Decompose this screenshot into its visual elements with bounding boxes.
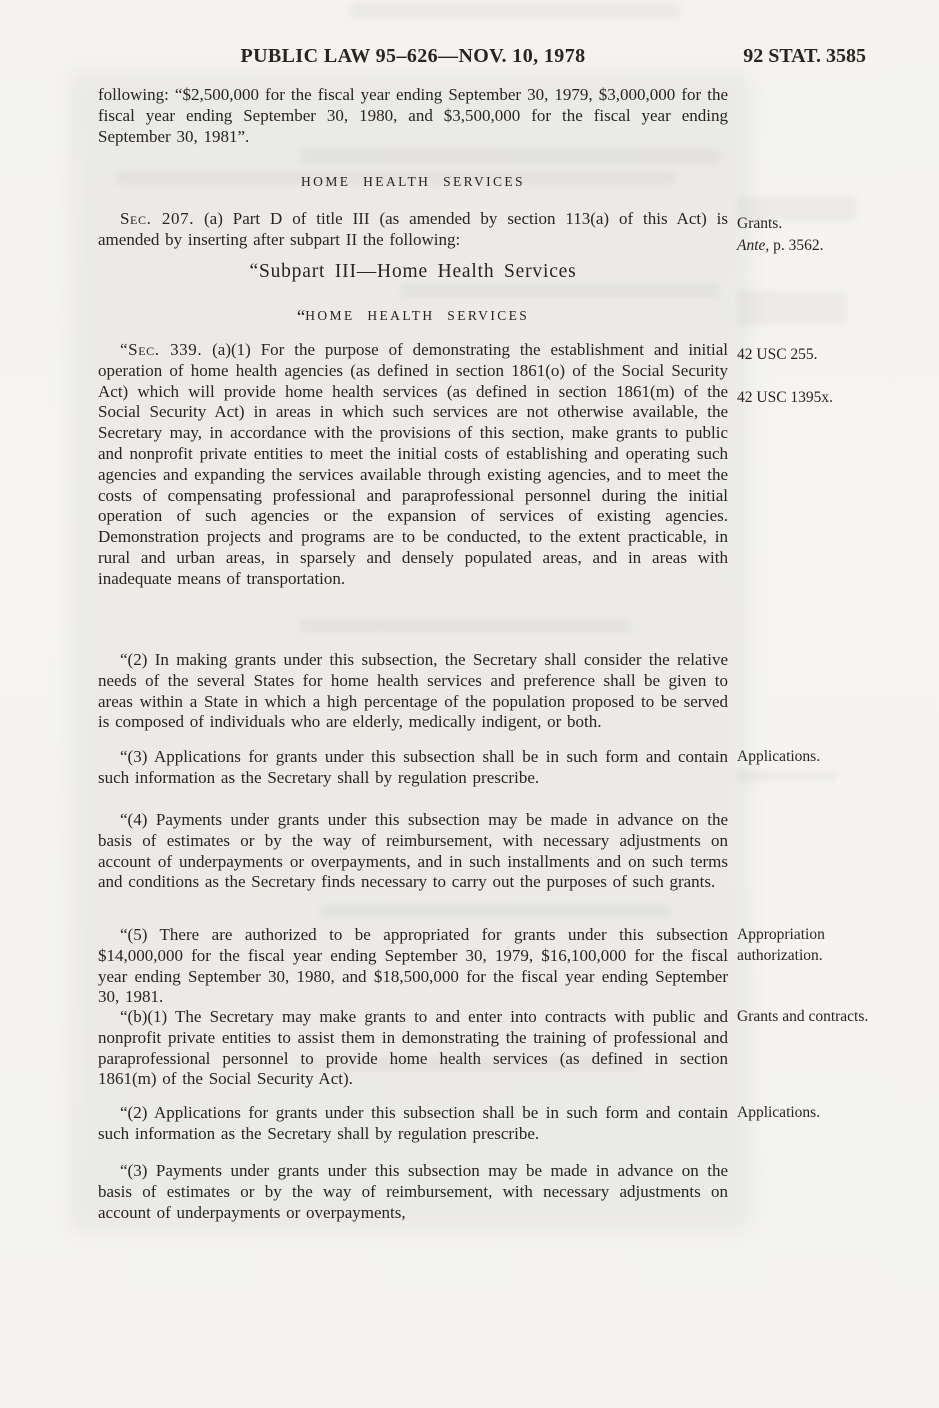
sec-207-paragraph: [98, 209, 728, 251]
sec-339-paragraph: [98, 340, 728, 590]
margin-note-appropriation-authorization: Appropriation authorization.: [737, 926, 825, 964]
paragraph-b3: “(3) Payments under grants under this subsection may be made in advance on the basis of estimates or by the way of reimbursement, with necessary adjustments on account of underpayments or overpayments,: [98, 1161, 728, 1222]
bleedthrough-smudge: [737, 290, 847, 326]
continuation-paragraph: following: “$2,500,000 for the fiscal year ending September 30, 1979, $3,000,000 for the fiscal year ending September 30, 1980, and $3,500,000 for the fiscal year ending September 30, 1981”.: [98, 85, 728, 146]
margin-note-ante-italic: Ante,: [737, 237, 770, 254]
bleedthrough-smudge: [400, 284, 720, 297]
paragraph-a3: “(3) Applications for grants under this subsection shall be in such form and contain such information as the Secretary shall by regulation prescribe.: [98, 747, 728, 787]
margin-note-grants: Grants.: [737, 215, 783, 232]
sec-339-label: “Sec. 339.: [120, 340, 203, 359]
bleedthrough-smudge: [320, 905, 670, 917]
quoted-home-health-services-heading: [98, 307, 728, 329]
margin-note-ante-p-3562: [737, 236, 889, 257]
margin-note-applications-2: Applications.: [737, 1104, 821, 1121]
quoted-heading-text: HOME HEALTH SERVICES: [305, 308, 530, 323]
page-header-stat-number: 92 STAT. 3585: [743, 45, 866, 67]
subpart-iii-heading: “Subpart III—Home Health Services: [249, 261, 577, 282]
paragraph-a4: “(4) Payments under grants under this subsection may be made in advance on the basis of estimates or by the way of reimbursement, with necessary adjustments on account of underpayments or overpayments, and in such installments and on such terms and conditions as the Secretary finds necessary to carry out the purposes of such grants.: [98, 810, 728, 892]
bleedthrough-smudge: [737, 770, 837, 782]
sec-207-label: Sec. 207.: [120, 209, 195, 228]
page-header-law-title: PUBLIC LAW 95–626—NOV. 10, 1978: [240, 45, 586, 67]
margin-note-applications-1: Applications.: [737, 748, 821, 765]
bleedthrough-smudge: [300, 150, 720, 163]
sec-207-text: (a) Part D of title III (as amended by section 113(a) of this Act) is amended by inserting after subpart II the following:: [98, 209, 728, 249]
margin-note-ante-rest: p. 3562.: [769, 237, 824, 254]
paragraph-a5: “(5) There are authorized to be appropriated for grants under this subsection $14,000,000 for the fiscal year ending September 30, 1979, $16,100,000 for the fiscal year ending September 30, 1980, and $18,500,000 for the fiscal year ending September 30, 1981.: [98, 925, 728, 1007]
opening-quote: “: [296, 307, 306, 328]
home-health-services-heading: HOME HEALTH SERVICES: [301, 174, 525, 189]
margin-note-grants-and-contracts: Grants and contracts.: [737, 1008, 869, 1025]
paragraph-a2: “(2) In making grants under this subsection, the Secretary shall consider the relative needs of the several States for home health services and preference shall be given to areas within a State in which a high percentage of the population proposed to be served is composed of individuals who are elderly, medically indigent, or both.: [98, 650, 728, 732]
sec-339-text: (a)(1) For the purpose of demonstrating the establishment and initial operation of home health agencies (as defined in section 1861(o) of the Social Security Act) which will provide home health services (as defined in section 1861(m) of the Social Security Act) in areas in which such services are not otherwise available, the Secretary may, in accordance with the provisions of this section, make grants to public and nonprofit private entities to meet the initial costs of establishing and operating such agencies and expanding the services available through existing agencies, and to meet the costs of compensating professional and paraprofessional personnel during the initial operation of such agencies or the expansion of services of existing agencies. Demonstration projects and programs are to be conducted, to the extent practicable, in rural and urban areas, in sparsely and densely populated areas, and in areas with inadequate means of transportation.: [98, 340, 728, 588]
bleedthrough-smudge: [350, 2, 680, 18]
paragraph-b2: “(2) Applications for grants under this subsection shall be in such form and contain such information as the Secretary shall by regulation prescribe.: [98, 1103, 728, 1143]
margin-note-42-usc-255: 42 USC 255.: [737, 346, 818, 363]
margin-note-42-usc-1395x: 42 USC 1395x.: [737, 389, 834, 406]
bleedthrough-smudge: [300, 620, 630, 632]
paragraph-b1: “(b)(1) The Secretary may make grants to and enter into contracts with public and nonprofit private entities to assist them in demonstrating the training of professional and paraprofessional personnel to provide home health services (as defined in section 1861(m) of the Social Security Act).: [98, 1007, 728, 1089]
